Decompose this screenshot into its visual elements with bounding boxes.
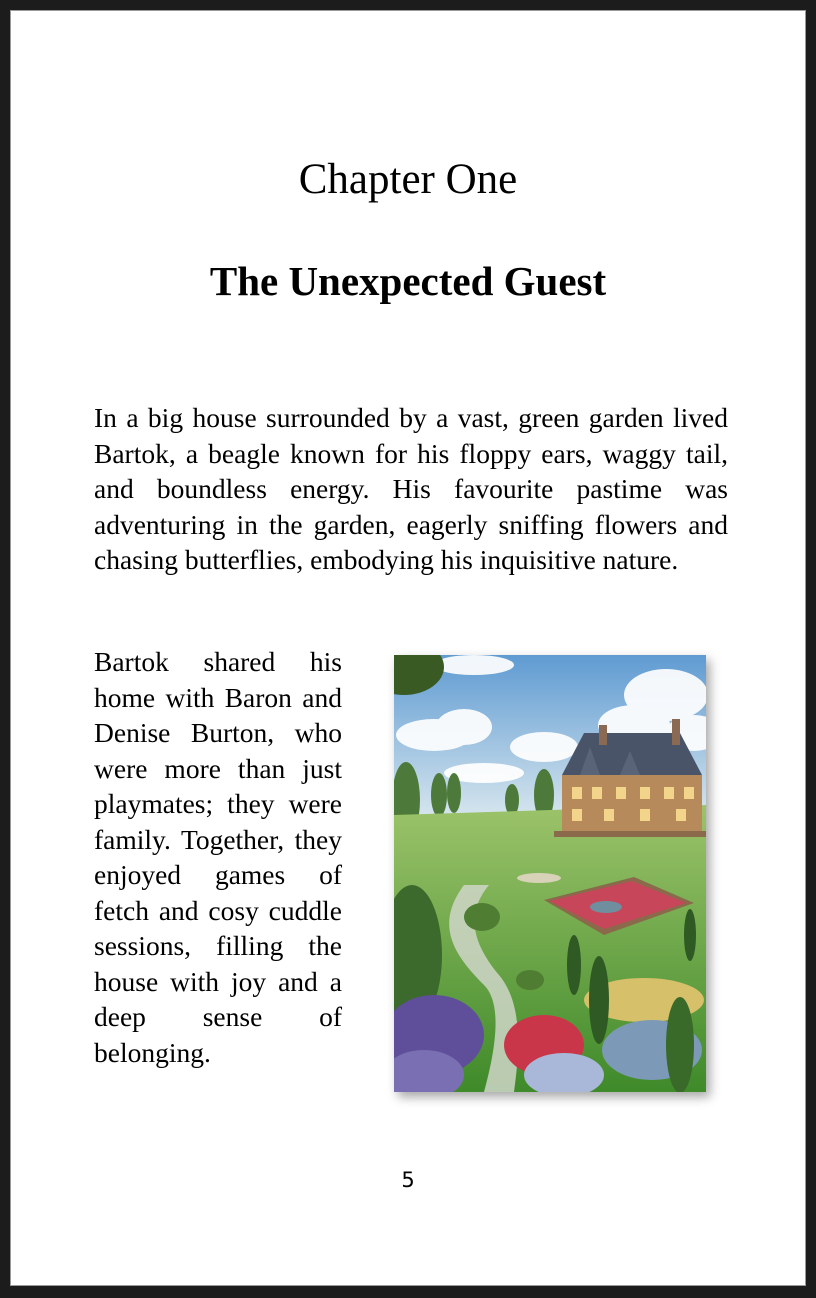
chapter-heading: Chapter One [298, 156, 518, 203]
book-page [10, 10, 806, 1286]
garden-illustration [394, 655, 706, 1092]
chapter-title: The Unexpected Guest [209, 258, 607, 304]
body-paragraph-2: Bartok shared his home with Baron and Denise Burton, who were more than just playmates; they were family. Together, they enjoyed games of fetch and cosy cuddle sessions, filling the house with joy and a deep sense of belonging. [94, 646, 342, 1068]
manor-garden-image [394, 655, 706, 1092]
body-paragraph-1: In a big house surrounded by a vast, green garden lived Bartok, a beagle known for his floppy ears, waggy tail, and boundless energy. His favourite pastime was adventuring in the garden, eagerly sniffing flowers and chasing butterflies, embodying his inquisitive nature. [94, 402, 728, 575]
page-number: 5 [401, 1168, 415, 1192]
